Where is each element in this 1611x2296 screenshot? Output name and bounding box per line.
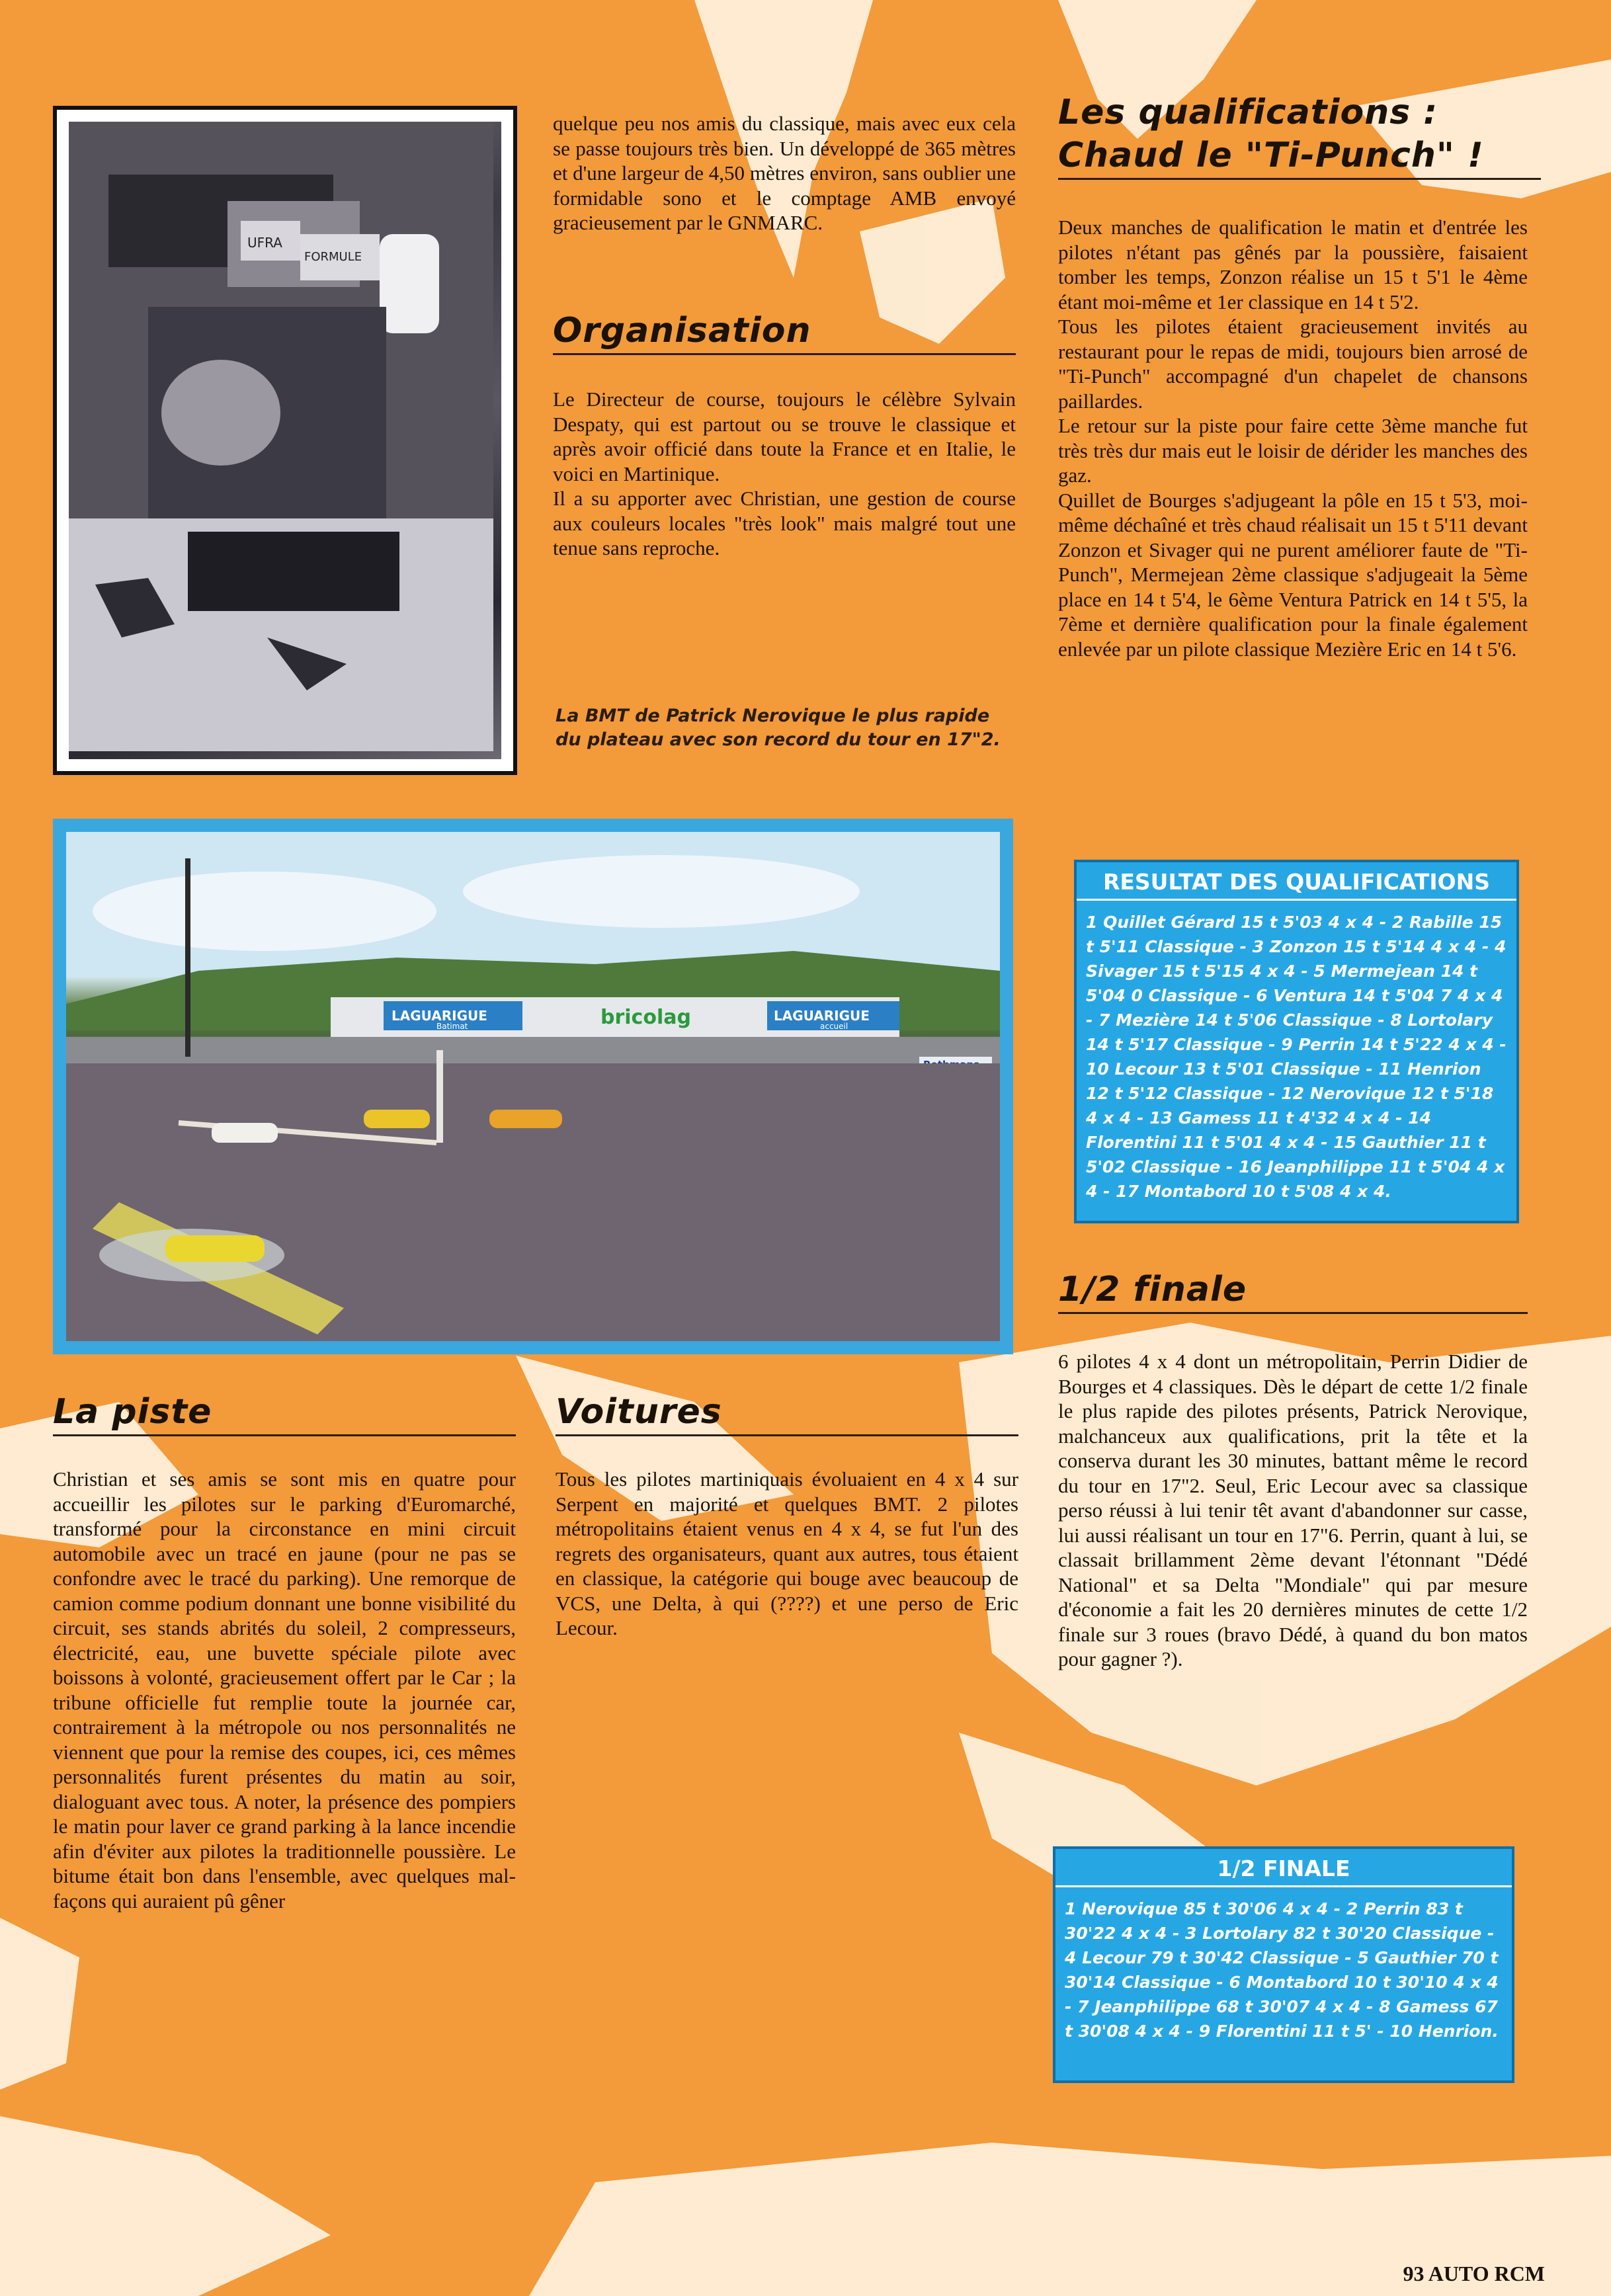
qualifications-p4: Quillet de Bourges s'adjugeant la pôle en 15 t 5'3, moi-même déchaîné et très chaud réalisait un 15 t 5'11 devant Zonzon et Sivager qui ne purent améliorer faute de "Ti-Punch", Mermejean 2ème classique s'adjugeait la 5ème place en 14 t 5'4, le 6ème Ventura Patrick en 14 t 5'5, la 7ème et dernière qualification pour la finale également enlevée par un pilote classique Mezière Eric en 14 t 5'6. — [1058, 488, 1528, 661]
organisation-text — [553, 387, 1016, 561]
qualifications-p1: Deux manches de qualification le matin et d'entrée les pilotes n'étant pas gênés par la poussière, faisaient tomber les temps, Zonzon réalise un 15 t 5'1 le 4ème étant moi-même et 1er classique en 14 t 5'2. — [1058, 216, 1528, 313]
organisation-heading: Organisation — [553, 311, 1016, 355]
demi-finale-text — [1058, 1349, 1528, 1672]
qualifications-heading-line2: Chaud le "Ti-Punch" ! — [1058, 136, 1541, 180]
ufra-label: UFRA — [247, 235, 282, 251]
finale-results-box — [1053, 1846, 1514, 2083]
intro-text — [553, 111, 1016, 235]
photo-workbench — [53, 106, 517, 775]
photo-track — [53, 819, 1013, 1354]
track-sign-right: LAGUARIGUE — [774, 1008, 870, 1024]
qualifications-heading-line1: Les qualifications : — [1058, 93, 1438, 132]
track-sign-left: LAGUARIGUE — [392, 1008, 487, 1024]
finale-box-body: 1 Nerovique 85 t 30'06 4 x 4 - 2 Perrin 83 t 30'22 4 x 4 - 3 Lortolary 82 t 30'20 Classique - 4 Lecour 79 t 30'42 Classique - 5 Gauthier 70 t 30'14 Classique - 6 Montabord 10 t 30'10 4 x 4 - 7 Jeanphilippe 68 t 30'07 4 x 4 - 8 Gamess 67 t 30'08 4 x 4 - 9 Florentini 11 t 5' - 10 Henrion. — [1065, 1899, 1499, 2041]
demi-finale-heading: 1/2 finale — [1058, 1270, 1528, 1314]
photo-track-image — [66, 832, 1000, 1341]
formule-label: FORMULE — [304, 250, 362, 264]
track-sign-left-sub: Batimat — [436, 1022, 468, 1031]
qualifications-p2: Tous les pilotes étaient gracieusement invités au restaurant pour le repas de midi, toujours bien arrosé de "Ti-Punch" accompagné d'un chapelet de chansons paillardes. — [1058, 315, 1528, 413]
intro-paragraph: quelque peu nos amis du classique, mais avec eux cela se passe toujours très bien. Un développé de 365 mètres et d'une largeur de 4,50 mètres environ, sans oublier une formidable sono et le comptage AMB envoyé gracieusement par le GNMARC. — [553, 112, 1016, 234]
page-folio: 93 AUTO RCM — [1403, 2262, 1545, 2285]
voitures-text — [556, 1467, 1018, 1641]
resultat-qualifications-box — [1074, 860, 1519, 1223]
organisation-p1: Le Directeur de course, toujours le célèbre Sylvain Despaty, qui est partout ou se trouve le classique et après avoir officié dans toute la France et en Italie, le voici en Martinique. — [553, 388, 1016, 485]
qualifications-text — [1058, 215, 1528, 661]
voitures-heading: Voitures — [556, 1392, 1018, 1436]
qualifications-p3: Le retour sur la piste pour faire cette 3ème manche fut très très dur mais eut le loisir de dérider les manches des gaz. — [1058, 414, 1528, 487]
piste-heading: La piste — [53, 1392, 516, 1436]
track-sign-right-sub: accueil — [820, 1022, 848, 1031]
photo-workbench-image — [69, 122, 501, 759]
voitures-body: Tous les pilotes martiniquais évoluaient en 4 x 4 sur Serpent en majorité et quelques BMT. 2 pilotes métropolitains étaient venus en 4 x 4, se fut l'un des regrets des organisateurs, quant aux autres, tous étaient en classique, la catégorie qui bouge avec beaucoup de VCS, une Delta, à qui (????) et une perso de Eric Lecour. — [556, 1467, 1018, 1639]
organisation-p2: Il a su apporter avec Christian, une gestion de course aux couleurs locales "très look" mais malgré tout une tenue sans reproche. — [553, 487, 1016, 559]
piste-text — [53, 1467, 516, 1913]
track-scene — [66, 832, 1000, 1341]
demi-finale-body: 6 pilotes 4 x 4 dont un métropolitain, Perrin Didier de Bourges et 4 classiques. Dès le départ de cette 1/2 finale le plus rapide des pilotes présents, Patrick Nerovique, malchanceux aux qualifications, prit la tête et la conserva durant les 30 minutes, battant même le record du tour en 17"2. Seul, Eric Lecour avec sa classique perso réussi à lui tenir têt avant d'abandonner sur casse, lui aussi réalisant un tour en 17"6. Perrin, quant à lui, se classait brillamment 2ème devant l'étonnant "Dédé National" et sa Delta "Mondiale" qui par mesure d'économie a fait les 20 dernières minutes de cette 1/2 finale sur 3 roues (bravo Dédé, à quand du bon matos pour gagner ?). — [1058, 1350, 1528, 1670]
piste-body: Christian et ses amis se sont mis en quatre pour accueillir les pilotes sur le parking d'Euromarché, transformé pour la circonstance en mini circuit automobile avec un tracé en jaune (pour ne pas se confondre avec le tracé du parking). Une remorque de camion comme podium donnant une bonne visibilité du circuit, ses stands abrités du soleil, 2 compresseurs, électricité, eau, une buvette spéciale pilote avec boissons à volonté, gracieusement offert par le Car ; la tribune officielle fut remplie toute la journée car, contrairement à la métropole ou nos personnalités ne viennent que pour la remise des coupes, ici, ces mêmes personnalités furent présentes du matin au soir, dialoguant avec tous. A noter, la présence des pompiers le matin pour laver ce grand parking à la lance incendie afin d'éviter aux pilotes la traditionnelle poussière. Le bitume était bon dans l'ensemble, avec quelques mal-façons qui auraient pû gêner — [53, 1467, 516, 1912]
finale-box-title: 1/2 FINALE — [1055, 1849, 1512, 1887]
resultat-box-body: 1 Quillet Gérard 15 t 5'03 4 x 4 - 2 Rabille 15 t 5'11 Classique - 3 Zonzon 15 t 5'14 4 x 4 - 4 Sivager 15 t 5'15 4 x 4 - 5 Mermejean 14 t 5'04 0 Classique - 6 Ventura 14 t 5'04 7 4 x 4 - 7 Mezière 14 t 5'06 Classique - 8 Lortolary 14 t 5'17 Classique - 9 Perrin 14 t 5'22 4 x 4 - 10 Lecour 13 t 5'01 Classique - 11 Henrion 12 t 5'12 Classique - 12 Nerovique 12 t 5'18 4 x 4 - 13 Gamess 11 t 4'32 4 x 4 - 14 Florentini 11 t 5'01 4 x 4 - 15 Gauthier 11 t 5'02 Classique - 16 Jeanphilippe 11 t 5'04 4 x 4 - 17 Montabord 10 t 5'08 4 x 4. — [1086, 913, 1507, 1201]
resultat-box-title: RESULTAT DES QUALIFICATIONS — [1077, 862, 1516, 901]
workbench-scene — [69, 122, 493, 751]
photo-caption: La BMT de Patrick Nerovique le plus rapide du plateau avec son record du tour en 17"2. — [556, 706, 1001, 750]
track-sign-mid: bricolag — [600, 1006, 691, 1029]
